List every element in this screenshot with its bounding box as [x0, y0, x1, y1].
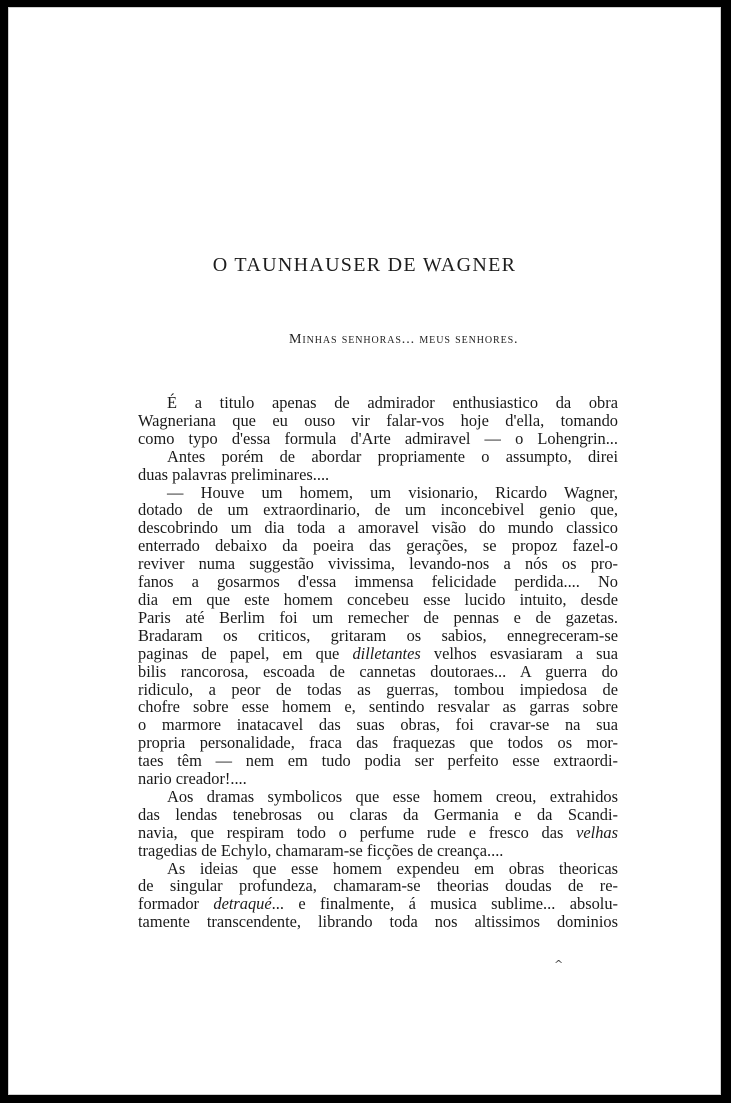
text-line: dia em que este homem concebeu esse lucido intuito, desde	[138, 589, 618, 609]
text-line: enterrado debaixo da poeira das gerações, se propoz fazel-o	[138, 536, 618, 556]
text-line: Paris até Berlim foi um remecher de pennas e de gazetas.	[138, 607, 618, 627]
text-line: das lendas tenebrosas ou claras da Germania e da Scandi-	[138, 804, 618, 824]
italic-term: detraqué	[213, 894, 272, 914]
text-line: reviver numa suggestão vivissima, levando-nos a nós os pro-	[138, 554, 618, 574]
italic-term: dilletantes	[352, 643, 421, 663]
text-line: navia, que respiram todo o perfume rude e fresco das velhas	[138, 822, 618, 842]
text-line: Aos dramas symbolicos que esse homem creou, extrahidos	[167, 786, 618, 806]
text-line: nario creador!....	[138, 769, 247, 789]
text-line: taes têm — nem em tudo podia ser perfeito esse extraordi-	[138, 751, 618, 771]
text-line: de singular profundeza, chamaram-se theorias doudas de re-	[138, 876, 618, 896]
text-line: duas palavras preliminares....	[138, 464, 330, 484]
salutation: Minhas senhoras... meus senhores.	[289, 332, 519, 347]
text-line: chofre sobre esse homem e, sentindo resvalar as garras sobre	[138, 697, 618, 717]
chapter-title: O TAUNHAUSER DE WAGNER	[212, 254, 517, 276]
text-line: dotado de um extraordinario, de um inconcebivel genio que,	[138, 500, 618, 520]
text-line: como typo d'essa formula d'Arte admiravel — o Lohengrin...	[138, 428, 618, 448]
text-line: paginas de papel, em que dilletantes velhos esvasiaram a sua	[138, 643, 619, 663]
text-line: formador detraqué... e finalmente, á musica sublime... absolu-	[138, 894, 618, 914]
text-line: tamente transcendente, librando toda nos altissimos dominios	[138, 912, 618, 932]
italic-term: velhas	[576, 822, 618, 842]
text-line: As ideias que esse homem expendeu em obras theoricas	[167, 858, 618, 878]
body-text	[138, 394, 618, 931]
text-line: fanos a gosarmos d'essa immensa felicidade perdida.... No	[138, 572, 618, 592]
text-line: propria personalidade, fraca das fraquezas que todos os mor-	[138, 733, 618, 753]
text-line: Wagneriana que eu ouso vir falar-vos hoje d'ella, tomando	[138, 410, 618, 430]
text-line: Bradaram os criticos, gritaram os sabios, ennegreceram-se	[138, 625, 618, 645]
text-line: descobrindo um dia toda a amoravel visão do mundo classico	[138, 518, 618, 538]
text-line: É a titulo apenas de admirador enthusiastico da obra	[167, 393, 618, 412]
text-line: — Houve um homem, um visionario, Ricardo Wagner,	[167, 482, 618, 502]
printer-mark: ^	[554, 958, 564, 971]
text-line: tragedias de Echylo, chamaram-se ficções de creança....	[138, 840, 504, 860]
book-page	[8, 7, 721, 1095]
text-line: ridiculo, a peor de todas as guerras, tombou impiedosa de	[138, 679, 618, 699]
text-line: Antes porém de abordar propriamente o assumpto, direi	[167, 446, 618, 466]
text-line: o marmore inatacavel das suas obras, foi cravar-se na sua	[138, 715, 618, 735]
text-line: bilis rancorosa, escoada de cannetas doutoraes... A guerra do	[138, 661, 618, 681]
